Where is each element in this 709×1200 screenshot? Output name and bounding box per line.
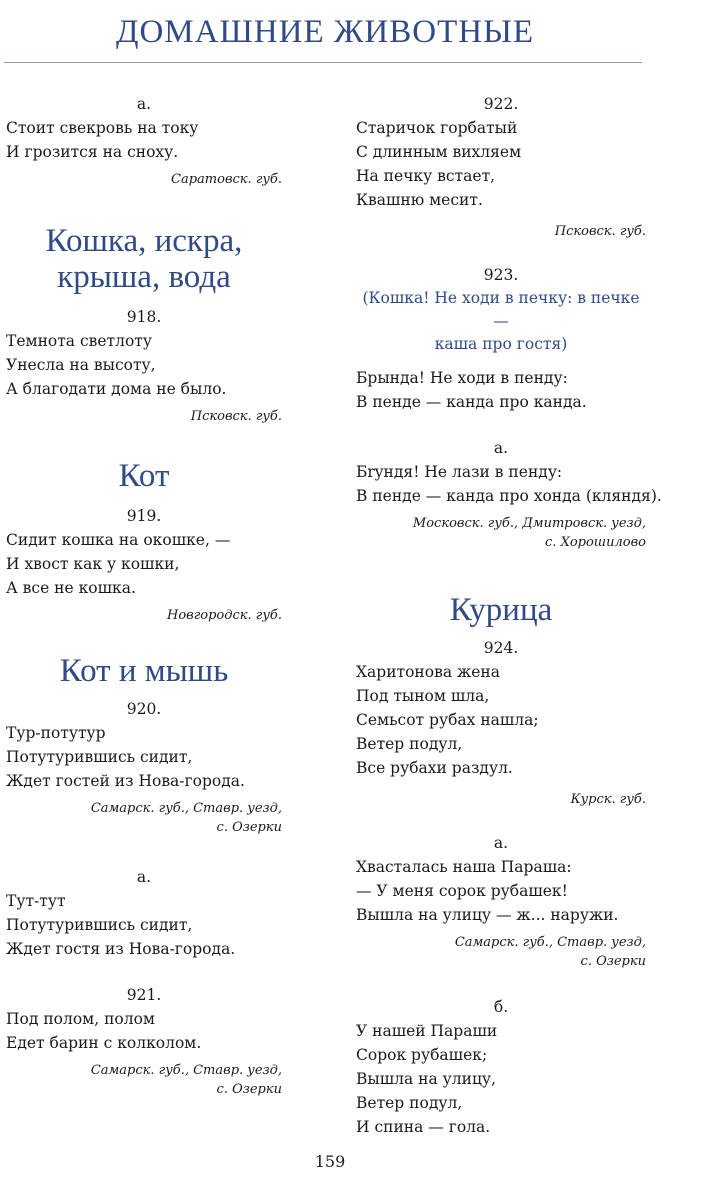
riddle-line: И спина — гола. <box>356 1118 491 1136</box>
section-title-koshka <box>6 223 282 295</box>
riddle-923a <box>356 436 662 552</box>
header-rule <box>4 62 642 63</box>
riddle-number: 920. <box>126 700 162 718</box>
riddle-line: Стоит свекровь на току <box>6 119 199 137</box>
riddle-line: Семьсот рубах нашла; <box>356 711 539 729</box>
riddle-line: Все рубахи раздул. <box>356 759 513 777</box>
riddle-924b <box>356 995 646 1139</box>
riddle-line: У нашей Параши <box>356 1022 498 1040</box>
riddle-source-line: с. Озерки <box>216 820 282 835</box>
section-title-line: крыша, вода <box>57 259 231 295</box>
riddle-924 <box>356 636 646 809</box>
riddle-line: И грозится на сноху. <box>6 143 179 161</box>
riddle-line: Сидит кошка на окошке, — <box>6 531 231 549</box>
riddle-source: Курск. губ. <box>570 792 646 807</box>
riddle-line: Тут-тут <box>6 892 66 910</box>
riddle-919 <box>6 504 282 625</box>
riddle-924a <box>356 831 646 971</box>
riddle-line: В пенде — канда про хонда (кляндя). <box>356 487 662 505</box>
riddle-line: На печку встает, <box>356 167 496 185</box>
section-title-kuritsa: Курица <box>449 592 553 628</box>
riddle-917a <box>6 92 282 189</box>
right-column <box>356 92 662 1139</box>
riddle-source <box>356 514 646 552</box>
riddle-number: а. <box>493 834 509 852</box>
riddle-number: а. <box>493 439 509 457</box>
riddle-source-line: Самарск. губ., Ставр. уезд, <box>90 1063 282 1078</box>
riddle-line: Квашню месит. <box>356 191 483 209</box>
riddle-line: А все не кошка. <box>6 579 136 597</box>
section-title-line: Кошка, искра, <box>45 223 243 259</box>
section-title-kot: Кот <box>118 458 170 494</box>
riddle-line: Ветер подул, <box>356 735 463 753</box>
riddle-source-line: с. Озерки <box>216 1082 282 1097</box>
riddle-line: С длинным вихляем <box>356 143 522 161</box>
riddle-line: Бryндя! Не лази в пенду: <box>356 463 563 481</box>
riddle-line: Вышла на улицу — ж... наружи. <box>356 906 619 924</box>
riddle-answer-line: (Кошка! Не ходи в печку: в печке — <box>362 289 640 330</box>
riddle-number: 923. <box>483 266 519 284</box>
riddle-line: Потутурившись сидит, <box>6 916 193 934</box>
riddle-920a <box>6 865 282 961</box>
riddle-line: Тур-потутур <box>6 724 106 742</box>
riddle-source: Новгородск. губ. <box>166 608 282 623</box>
riddle-line: Потутурившись сидит, <box>6 748 193 766</box>
riddle-number: б. <box>493 998 509 1016</box>
riddle-source-line: Московск. губ., Дмитровск. уезд, <box>412 516 646 531</box>
riddle-line: Под полом, полом <box>6 1010 155 1028</box>
riddle-source <box>6 1061 282 1099</box>
left-column <box>6 92 282 1099</box>
riddle-number: а. <box>136 868 152 886</box>
riddle-source-line: с. Озерки <box>580 954 646 969</box>
riddle-line: И хвост как у кошки, <box>6 555 180 573</box>
riddle-line: Харитонова жена <box>356 663 500 681</box>
riddle-source: Псковск. губ. <box>554 224 646 239</box>
riddle-number: 924. <box>483 639 519 657</box>
riddle-source-line: Самарск. губ., Ставр. уезд, <box>454 935 646 950</box>
riddle-line: Старичок горбатый <box>356 119 518 137</box>
page-number: 159 <box>314 1152 346 1171</box>
riddle-line: Унесла на высоту, <box>6 356 156 374</box>
riddle-source <box>356 933 646 971</box>
riddle-920 <box>6 697 282 837</box>
riddle-answer-line: каша про гостя) <box>434 335 568 353</box>
riddle-number: а. <box>136 95 152 113</box>
riddle-line: А благодати дома не было. <box>6 380 227 398</box>
riddle-line: — У меня сорок рубашек! <box>356 882 568 900</box>
section-title-kot-i-mysh: Кот и мышь <box>59 653 229 689</box>
riddle-source: Саратовск. губ. <box>171 172 282 187</box>
riddle-source-line: с. Хорошилово <box>545 535 646 550</box>
riddle-number: 921. <box>126 986 162 1004</box>
riddle-line: Ждет гостя из Нова-города. <box>6 940 236 958</box>
riddle-line: Ждет гостей из Нова-города. <box>6 772 245 790</box>
riddle-line: Темнота светлоту <box>6 332 153 350</box>
running-header-title: ДОМАШНИЕ ЖИВОТНЫЕ <box>115 14 535 50</box>
riddle-number: 918. <box>126 308 162 326</box>
riddle-922 <box>356 92 646 241</box>
riddle-number: 922. <box>483 95 519 113</box>
riddle-923 <box>356 263 646 414</box>
riddle-source: Псковск. губ. <box>190 409 282 424</box>
riddle-921 <box>6 983 282 1099</box>
riddle-line: Сорок рубашек; <box>356 1046 488 1064</box>
riddle-source-line: Самарск. губ., Ставр. уезд, <box>90 801 282 816</box>
riddle-line: В пенде — канда про канда. <box>356 393 587 411</box>
riddle-line: Брында! Не ходи в пенду: <box>356 369 568 387</box>
riddle-line: Едет барин с колколом. <box>6 1034 202 1052</box>
riddle-line: Ветер подул, <box>356 1094 463 1112</box>
riddle-line: Под тыном шла, <box>356 687 490 705</box>
riddle-918 <box>6 305 282 426</box>
riddle-line: Вышла на улицу, <box>356 1070 496 1088</box>
riddle-number: 919. <box>126 507 162 525</box>
riddle-line: Хвасталась наша Параша: <box>356 858 572 876</box>
riddle-source <box>6 799 282 837</box>
